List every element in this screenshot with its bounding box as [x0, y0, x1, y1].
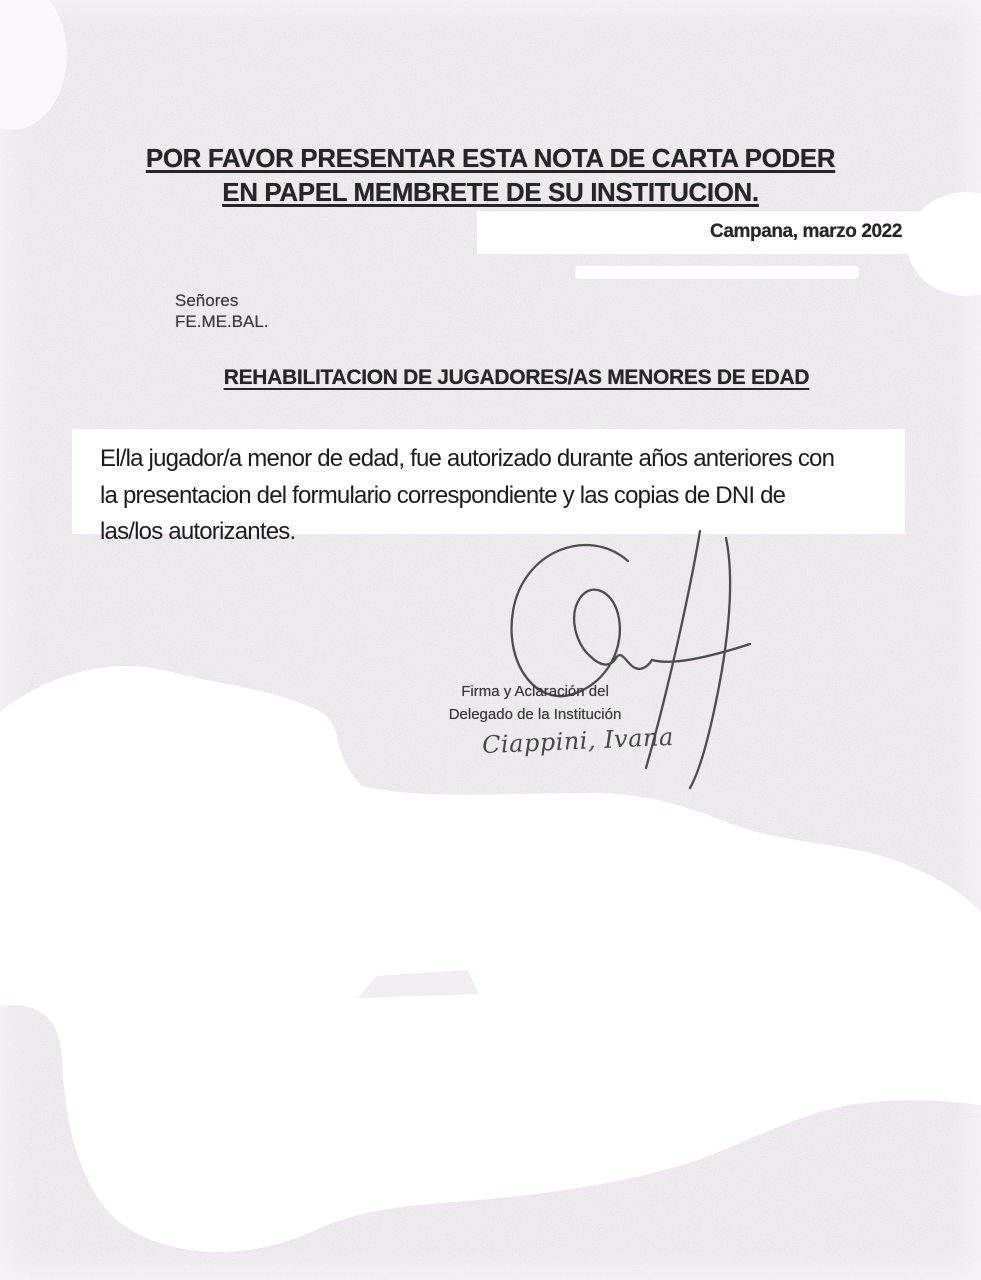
dateline: Campana, marzo 2022	[710, 221, 902, 242]
notice-line-2: EN PAPEL MEMBRETE DE SU INSTITUCION.	[222, 177, 759, 207]
signature-caption	[444, 681, 626, 726]
subject-text: REHABILITACION DE JUGADORES/AS MENORES DE EDAD	[223, 366, 810, 389]
recipient-salutation: Señores	[175, 291, 239, 310]
notice-header	[0, 141, 981, 209]
subject-line	[52, 366, 981, 390]
body-line-3: las/los autorizantes.	[100, 518, 296, 545]
notice-line-1: POR FAVOR PRESENTAR ESTA NOTA DE CARTA PODER	[145, 143, 836, 173]
body-line-2: la presentacion del formulario correspondiente y las copias de DNI de	[100, 481, 786, 509]
signature-caption-line-1: Firma y Aclaración del	[461, 683, 609, 700]
signature-scribble	[468, 516, 778, 806]
body-line-1: El/la jugador/a menor de edad, fue autorizado durante años anteriores con	[100, 445, 835, 472]
signature-caption-line-2: Delegado de la Institución	[448, 705, 622, 723]
body-paragraph	[100, 441, 834, 551]
redaction-blob-top-left	[0, 0, 67, 130]
recipient-block	[175, 290, 269, 332]
recipient-organization: FE.ME.BAL.	[175, 312, 269, 331]
redaction-strip-below-date	[575, 266, 859, 279]
handwritten-name: Ciappini, Ivana	[481, 722, 675, 760]
